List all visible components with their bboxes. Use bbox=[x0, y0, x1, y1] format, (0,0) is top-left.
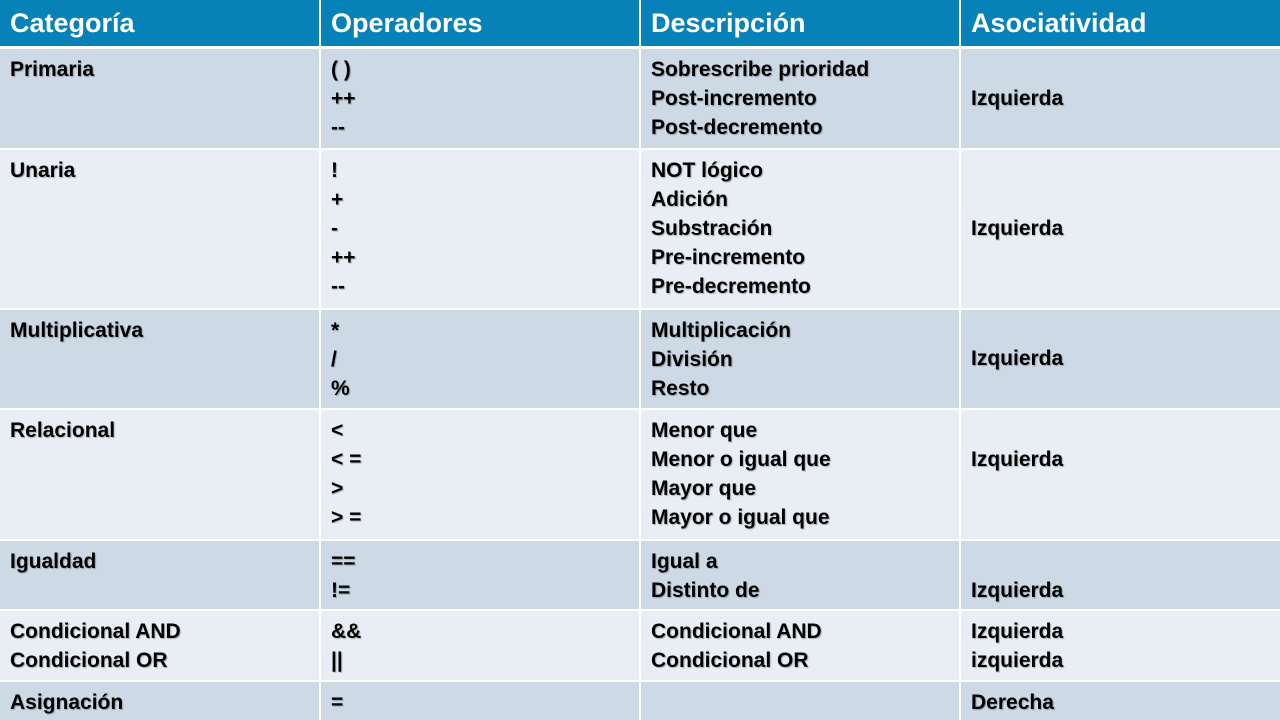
cell-operadores bbox=[320, 48, 640, 149]
cell-categoria bbox=[0, 149, 320, 309]
category-label: Relacional bbox=[10, 418, 116, 442]
description: NOT lógico bbox=[651, 158, 763, 182]
category-label: Multiplicativa bbox=[10, 318, 144, 342]
description: Distinto de bbox=[651, 578, 760, 602]
description: Condicional OR bbox=[651, 648, 809, 672]
description: Condicional AND bbox=[651, 619, 822, 643]
associativity: Izquierda bbox=[971, 347, 1064, 370]
header-asociatividad: Asociatividad bbox=[960, 0, 1280, 48]
description: Menor o igual que bbox=[651, 447, 831, 471]
cell-operadores bbox=[320, 309, 640, 409]
category-label: Condicional AND bbox=[10, 619, 181, 643]
operator: == bbox=[331, 549, 356, 573]
table-row bbox=[0, 409, 1280, 540]
cell-categoria bbox=[0, 681, 320, 720]
header-descripcion: Descripción bbox=[640, 0, 960, 48]
table-row bbox=[0, 149, 1280, 309]
associativity: Izquierda bbox=[971, 217, 1064, 240]
header-categoria: Categoría bbox=[0, 0, 320, 48]
associativity: Izquierda bbox=[971, 619, 1064, 643]
cell-descripcion bbox=[640, 681, 960, 720]
operator: = bbox=[331, 690, 344, 714]
table-row bbox=[0, 309, 1280, 409]
operator: > bbox=[331, 476, 344, 500]
category-label: Igualdad bbox=[10, 549, 97, 573]
table-row bbox=[0, 540, 1280, 610]
cell-asociatividad bbox=[960, 540, 1280, 610]
cell-descripcion bbox=[640, 540, 960, 610]
description: Mayor que bbox=[651, 476, 757, 500]
cell-operadores bbox=[320, 681, 640, 720]
cell-descripcion bbox=[640, 610, 960, 681]
category-label: Asignación bbox=[10, 690, 124, 714]
cell-asociatividad bbox=[960, 681, 1280, 720]
associativity: Izquierda bbox=[971, 447, 1064, 471]
operator: || bbox=[331, 648, 343, 672]
header-operadores: Operadores bbox=[320, 0, 640, 48]
description: Sobrescribe prioridad bbox=[651, 58, 870, 81]
operator: ( ) bbox=[331, 58, 351, 81]
description: Mayor o igual que bbox=[651, 505, 830, 529]
operator: ! bbox=[331, 158, 338, 182]
operator: -- bbox=[331, 274, 345, 298]
cell-operadores bbox=[320, 610, 640, 681]
cell-operadores bbox=[320, 149, 640, 309]
cell-categoria bbox=[0, 309, 320, 409]
operator: > = bbox=[331, 505, 362, 529]
cell-asociatividad bbox=[960, 309, 1280, 409]
description: Adición bbox=[651, 187, 728, 211]
table-row bbox=[0, 48, 1280, 149]
description: Menor que bbox=[651, 418, 758, 442]
operator: && bbox=[331, 619, 362, 643]
operator: * bbox=[331, 318, 340, 342]
category-label: Primaria bbox=[10, 58, 95, 81]
operator: < bbox=[331, 418, 344, 442]
cell-descripcion bbox=[640, 409, 960, 540]
operator: - bbox=[331, 216, 338, 240]
category-label: Unaria bbox=[10, 158, 76, 182]
description: Multiplicación bbox=[651, 318, 792, 342]
operator: != bbox=[331, 578, 351, 602]
cell-operadores bbox=[320, 540, 640, 610]
table-row bbox=[0, 610, 1280, 681]
cell-categoria bbox=[0, 610, 320, 681]
operator: < = bbox=[331, 447, 362, 471]
cell-asociatividad bbox=[960, 149, 1280, 309]
operator: -- bbox=[331, 116, 345, 139]
description: Resto bbox=[651, 376, 710, 400]
cell-categoria bbox=[0, 540, 320, 610]
header-row bbox=[0, 0, 1280, 48]
cell-asociatividad bbox=[960, 409, 1280, 540]
description: Post-incremento bbox=[651, 87, 817, 110]
cell-categoria bbox=[0, 409, 320, 540]
cell-asociatividad bbox=[960, 48, 1280, 149]
associativity: Derecha bbox=[971, 690, 1054, 714]
table-row bbox=[0, 681, 1280, 720]
operator: % bbox=[331, 376, 350, 400]
associativity: Izquierda bbox=[971, 578, 1064, 602]
description: Pre-incremento bbox=[651, 245, 806, 269]
associativity: izquierda bbox=[971, 648, 1064, 672]
description: Substración bbox=[651, 216, 773, 240]
description: Pre-decremento bbox=[651, 274, 811, 298]
associativity: Izquierda bbox=[971, 86, 1064, 110]
cell-categoria bbox=[0, 48, 320, 149]
category-label: Condicional OR bbox=[10, 648, 168, 672]
operator: / bbox=[331, 347, 337, 371]
description: Post-decremento bbox=[651, 116, 823, 139]
description: División bbox=[651, 347, 733, 371]
operator: + bbox=[331, 187, 344, 211]
cell-descripcion bbox=[640, 309, 960, 409]
cell-operadores bbox=[320, 409, 640, 540]
operator: ++ bbox=[331, 245, 356, 269]
cell-asociatividad bbox=[960, 610, 1280, 681]
cell-descripcion bbox=[640, 149, 960, 309]
description: Igual a bbox=[651, 549, 718, 573]
cell-descripcion bbox=[640, 48, 960, 149]
operator: ++ bbox=[331, 87, 356, 110]
